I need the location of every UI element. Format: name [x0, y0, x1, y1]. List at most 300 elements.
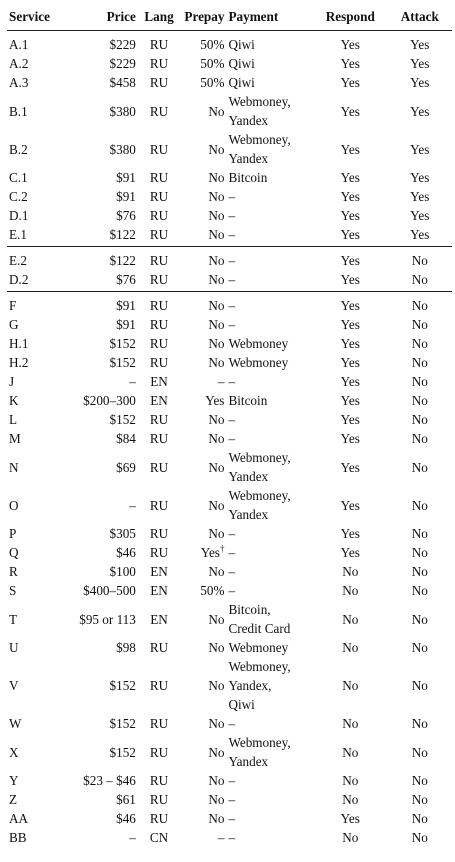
prepay-value: No: [208, 811, 225, 826]
payment-line: Webmoney,: [228, 94, 291, 109]
cell-lang: RU: [138, 247, 180, 271]
payment-line: Webmoney: [228, 355, 289, 370]
cell-price: $152: [109, 412, 136, 427]
cell-price: $122: [109, 227, 136, 242]
cell-lang: RU: [149, 317, 169, 332]
prepay-value: No: [208, 526, 225, 541]
cell-respond: Yes: [340, 526, 360, 541]
table-row: [7, 334, 452, 353]
cell-payment: [226, 292, 313, 316]
cell-lang: RU: [138, 292, 180, 316]
cell-attack: Yes: [410, 56, 430, 71]
cell-service: C.1: [9, 170, 28, 185]
cell-service: X: [9, 744, 19, 760]
cell-lang: EN: [150, 564, 168, 579]
header-respond: Respond: [313, 4, 388, 31]
cell-price: $152: [109, 336, 136, 351]
cell-lang: RU: [149, 792, 169, 807]
cell-service: N: [9, 459, 19, 475]
cell-attack: Yes: [410, 37, 430, 52]
table-row: [7, 771, 452, 790]
cell-attack: No: [411, 792, 428, 807]
cell-payment: [226, 828, 313, 849]
table-row: [7, 247, 452, 271]
cell-price: $458: [109, 75, 136, 90]
cell-lang: RU: [149, 526, 169, 541]
cell-service: BB: [9, 830, 27, 845]
cell-service: H.2: [9, 355, 29, 370]
prepay-value: No: [208, 298, 225, 313]
table-row: [7, 130, 452, 168]
table-row: [7, 828, 452, 849]
payment-line: –: [228, 431, 236, 446]
cell-payment: [226, 543, 313, 562]
cell-prepay: [180, 657, 226, 714]
cell-respond: Yes: [340, 75, 360, 90]
table-row: [7, 581, 452, 600]
cell-respond: Yes: [340, 317, 360, 332]
cell-prepay: [180, 206, 226, 225]
cell-service: Y: [9, 773, 19, 788]
cell-prepay: [180, 771, 226, 790]
cell-attack: No: [411, 564, 428, 579]
cell-lang: RU: [149, 744, 169, 760]
cell-price: –: [129, 497, 136, 513]
cell-respond: No: [342, 564, 359, 579]
cell-lang: RU: [149, 141, 169, 157]
cell-respond: Yes: [340, 37, 360, 52]
payment-line: Qiwi: [228, 56, 255, 71]
cell-service: O: [9, 497, 19, 513]
table-row: [7, 638, 452, 657]
cell-respond: Yes: [340, 272, 360, 287]
cell-attack: No: [411, 678, 428, 693]
prepay-value: 50%: [200, 583, 225, 598]
cell-price: $122: [65, 247, 137, 271]
payment-line: Yandex: [228, 113, 269, 128]
cell-attack: No: [411, 412, 428, 427]
cell-payment: [226, 600, 313, 638]
cell-respond: Yes: [340, 545, 360, 560]
table-row: [7, 562, 452, 581]
cell-payment: [226, 353, 313, 372]
row-group: [7, 247, 452, 292]
table-row: [7, 206, 452, 225]
cell-attack: No: [411, 811, 428, 826]
prepay-value: Yes: [205, 393, 225, 408]
table-row: [7, 54, 452, 73]
cell-lang: RU: [149, 497, 169, 513]
header-prepay: Prepay: [180, 4, 226, 31]
cell-respond: No: [342, 583, 359, 598]
cell-price: $91: [116, 317, 136, 332]
cell-attack: Yes: [410, 141, 430, 157]
cell-service: K: [9, 393, 19, 408]
cell-price: $380: [109, 141, 136, 157]
cell-respond: Yes: [340, 811, 360, 826]
cell-service: T: [9, 611, 18, 627]
cell-attack: No: [411, 317, 428, 332]
cell-lang: RU: [149, 545, 169, 560]
payment-line: Yandex,: [228, 678, 272, 693]
table-row: [7, 600, 452, 638]
table-row: [7, 790, 452, 809]
payment-line: Bitcoin: [228, 170, 268, 185]
cell-attack: Yes: [410, 189, 430, 204]
prepay-value: No: [208, 208, 225, 223]
cell-payment: [226, 657, 313, 714]
cell-prepay: [180, 714, 226, 733]
prepay-value: Yes: [200, 545, 220, 560]
cell-service: Z: [9, 792, 18, 807]
footnote-mark: †: [219, 543, 225, 554]
cell-service: P: [9, 526, 17, 541]
cell-lang: RU: [149, 678, 169, 693]
payment-line: –: [228, 583, 236, 598]
cell-payment: [226, 486, 313, 524]
cell-prepay: [180, 448, 226, 486]
cell-price: $76: [116, 272, 136, 287]
prepay-value: No: [208, 355, 225, 370]
cell-respond: No: [342, 611, 359, 627]
cell-payment: [226, 638, 313, 657]
table-row: [7, 486, 452, 524]
payment-line: –: [228, 412, 236, 427]
cell-prepay: [180, 543, 226, 562]
cell-prepay: [180, 54, 226, 73]
cell-prepay: [180, 562, 226, 581]
cell-service: W: [9, 716, 22, 731]
payment-line: Bitcoin: [228, 393, 268, 408]
table-row: [7, 73, 452, 92]
cell-lang: RU: [149, 716, 169, 731]
table-row: [7, 168, 452, 187]
cell-price: $91: [65, 292, 137, 316]
cell-service: L: [9, 412, 18, 427]
cell-payment: [226, 270, 313, 292]
payment-line: Yandex: [228, 151, 269, 166]
cell-lang: RU: [149, 355, 169, 370]
table-row: [7, 410, 452, 429]
cell-service: E.2: [7, 247, 65, 271]
prepay-value: –: [217, 830, 225, 845]
cell-respond: Yes: [340, 431, 360, 446]
table-row: [7, 31, 452, 55]
prepay-value: No: [208, 227, 225, 242]
cell-attack: No: [388, 247, 452, 271]
cell-attack: No: [411, 611, 428, 627]
cell-respond: Yes: [340, 336, 360, 351]
cell-service: F: [7, 292, 65, 316]
cell-prepay: [180, 187, 226, 206]
payment-line: –: [228, 298, 236, 313]
header-row: [7, 4, 452, 31]
table-row: [7, 543, 452, 562]
cell-service: D.1: [9, 208, 29, 223]
prepay-value: 50%: [200, 56, 225, 71]
payment-line: –: [228, 545, 236, 560]
payment-line: Webmoney,: [228, 450, 291, 465]
cell-attack: No: [411, 526, 428, 541]
table-row: [7, 391, 452, 410]
cell-respond: Yes: [340, 459, 360, 475]
cell-payment: [226, 73, 313, 92]
cell-lang: RU: [149, 640, 169, 655]
cell-payment: [226, 334, 313, 353]
cell-attack: Yes: [410, 75, 430, 90]
cell-payment: [226, 247, 313, 271]
cell-respond: Yes: [340, 355, 360, 370]
cell-price: $380: [109, 103, 136, 119]
cell-price: $152: [109, 678, 136, 693]
cell-lang: RU: [149, 208, 169, 223]
cell-prepay: [180, 486, 226, 524]
cell-attack: No: [411, 374, 428, 389]
payment-line: –: [228, 716, 236, 731]
table-row: [7, 714, 452, 733]
row-group: [7, 292, 452, 850]
cell-lang: RU: [149, 103, 169, 119]
cell-attack: No: [411, 497, 428, 513]
cell-payment: [226, 92, 313, 130]
payment-line: –: [228, 811, 236, 826]
prepay-value: No: [208, 497, 225, 513]
cell-service: M: [9, 431, 21, 446]
cell-lang: RU: [149, 412, 169, 427]
cell-respond: Yes: [340, 208, 360, 223]
prepay-value: No: [208, 678, 225, 693]
cell-payment: [226, 771, 313, 790]
cell-service: U: [9, 640, 19, 655]
cell-price: $91: [116, 189, 136, 204]
cell-lang: RU: [149, 189, 169, 204]
table-row: [7, 315, 452, 334]
cell-payment: [226, 225, 313, 247]
payment-line: Yandex: [228, 754, 269, 769]
cell-attack: No: [411, 744, 428, 760]
cell-payment: [226, 524, 313, 543]
cell-price: $69: [116, 459, 136, 475]
cell-respond: No: [342, 773, 359, 788]
cell-prepay: [180, 334, 226, 353]
cell-payment: [226, 54, 313, 73]
cell-price: $23 – $46: [83, 773, 136, 788]
cell-service: R: [9, 564, 18, 579]
cell-payment: [226, 448, 313, 486]
payment-line: –: [228, 564, 236, 579]
prepay-value: No: [208, 253, 225, 268]
payment-line: Webmoney,: [228, 132, 291, 147]
cell-attack: Yes: [410, 208, 430, 223]
prepay-value: 50%: [200, 37, 225, 52]
payment-line: Bitcoin,: [228, 602, 271, 617]
header-service: Service: [7, 4, 65, 31]
prepay-value: No: [208, 716, 225, 731]
cell-payment: [226, 429, 313, 448]
payment-line: –: [228, 792, 236, 807]
payment-line: Qiwi: [228, 697, 255, 712]
cell-price: $152: [109, 355, 136, 370]
cell-respond: No: [342, 640, 359, 655]
payment-line: Qiwi: [228, 37, 255, 52]
payment-line: –: [228, 189, 236, 204]
prepay-value: No: [208, 611, 225, 627]
cell-attack: Yes: [410, 227, 430, 242]
prepay-value: No: [208, 773, 225, 788]
cell-price: $46: [116, 811, 136, 826]
prepay-value: No: [208, 744, 225, 760]
cell-prepay: [180, 638, 226, 657]
cell-service: V: [9, 678, 19, 693]
cell-attack: No: [411, 583, 428, 598]
cell-prepay: [180, 600, 226, 638]
prepay-value: No: [208, 141, 225, 157]
prepay-value: No: [208, 412, 225, 427]
cell-respond: Yes: [340, 141, 360, 157]
cell-prepay: [180, 168, 226, 187]
cell-attack: No: [411, 545, 428, 560]
payment-line: Webmoney,: [228, 735, 291, 750]
table-row: [7, 292, 452, 316]
services-table: [7, 4, 452, 849]
cell-attack: Yes: [410, 170, 430, 185]
cell-attack: No: [411, 431, 428, 446]
cell-attack: No: [411, 393, 428, 408]
cell-price: $100: [109, 564, 136, 579]
cell-lang: RU: [149, 336, 169, 351]
cell-lang: RU: [149, 272, 169, 287]
payment-line: –: [228, 773, 236, 788]
cell-respond: Yes: [340, 497, 360, 513]
prepay-value: No: [208, 431, 225, 446]
cell-payment: [226, 315, 313, 334]
cell-respond: Yes: [340, 412, 360, 427]
cell-lang: RU: [149, 431, 169, 446]
cell-prepay: [180, 92, 226, 130]
cell-respond: No: [342, 830, 359, 845]
payment-line: Credit Card: [228, 621, 291, 636]
cell-price: $91: [116, 170, 136, 185]
prepay-value: No: [208, 336, 225, 351]
cell-price: $84: [116, 431, 136, 446]
cell-payment: [226, 733, 313, 771]
cell-prepay: [180, 790, 226, 809]
cell-payment: [226, 187, 313, 206]
cell-respond: Yes: [313, 292, 388, 316]
cell-price: $98: [116, 640, 136, 655]
cell-prepay: [180, 247, 226, 271]
cell-lang: RU: [149, 75, 169, 90]
prepay-value: No: [208, 317, 225, 332]
payment-line: Webmoney,: [228, 488, 291, 503]
cell-prepay: [180, 73, 226, 92]
cell-service: B.1: [9, 103, 28, 119]
cell-prepay: [180, 391, 226, 410]
prepay-value: No: [208, 564, 225, 579]
cell-attack: No: [411, 336, 428, 351]
cell-lang: RU: [149, 227, 169, 242]
cell-price: $200–300: [83, 393, 136, 408]
table-row: [7, 448, 452, 486]
table-row: [7, 372, 452, 391]
cell-respond: Yes: [340, 374, 360, 389]
table-row: [7, 92, 452, 130]
cell-respond: Yes: [340, 103, 360, 119]
cell-service: D.2: [9, 272, 29, 287]
cell-respond: Yes: [340, 393, 360, 408]
cell-attack: Yes: [410, 103, 430, 119]
table-row: [7, 353, 452, 372]
cell-service: G: [9, 317, 19, 332]
cell-price: $46: [116, 545, 136, 560]
table-row: [7, 657, 452, 714]
cell-price: $152: [109, 716, 136, 731]
cell-lang: RU: [149, 37, 169, 52]
cell-lang: EN: [150, 393, 168, 408]
cell-prepay: [180, 315, 226, 334]
cell-service: S: [9, 583, 17, 598]
payment-line: –: [228, 374, 236, 389]
cell-attack: No: [411, 773, 428, 788]
cell-price: $95 or 113: [79, 611, 136, 627]
cell-payment: [226, 168, 313, 187]
cell-payment: [226, 581, 313, 600]
payment-line: –: [228, 208, 236, 223]
cell-price: $229: [109, 56, 136, 71]
cell-service: J: [9, 374, 15, 389]
cell-respond: No: [342, 716, 359, 731]
cell-lang: EN: [150, 583, 168, 598]
cell-attack: No: [388, 292, 452, 316]
cell-respond: Yes: [340, 189, 360, 204]
cell-prepay: [180, 524, 226, 543]
cell-prepay: [180, 353, 226, 372]
prepay-value: No: [208, 189, 225, 204]
cell-price: $152: [109, 744, 136, 760]
cell-respond: No: [342, 678, 359, 693]
cell-respond: Yes: [313, 247, 388, 271]
payment-line: Webmoney,: [228, 659, 291, 674]
payment-line: –: [228, 830, 236, 845]
header-lang: Lang: [138, 4, 180, 31]
prepay-value: No: [208, 640, 225, 655]
cell-price: $229: [109, 37, 136, 52]
cell-attack: No: [411, 830, 428, 845]
payment-line: –: [228, 227, 236, 242]
cell-prepay: [180, 828, 226, 849]
cell-service: E.1: [9, 227, 27, 242]
cell-attack: No: [411, 716, 428, 731]
cell-prepay: [180, 429, 226, 448]
cell-lang: RU: [149, 170, 169, 185]
table-row: [7, 225, 452, 247]
cell-price: $305: [109, 526, 136, 541]
table-row: [7, 809, 452, 828]
cell-respond: Yes: [340, 56, 360, 71]
payment-line: Webmoney: [228, 336, 289, 351]
cell-service: A.2: [9, 56, 29, 71]
cell-service: B.2: [9, 141, 28, 157]
cell-payment: [226, 206, 313, 225]
header-payment: Payment: [226, 4, 313, 31]
cell-prepay: [180, 292, 226, 316]
table-row: [7, 429, 452, 448]
cell-prepay: [180, 410, 226, 429]
cell-lang: RU: [149, 56, 169, 71]
cell-attack: No: [411, 459, 428, 475]
cell-payment: [226, 31, 313, 55]
cell-prepay: [180, 733, 226, 771]
